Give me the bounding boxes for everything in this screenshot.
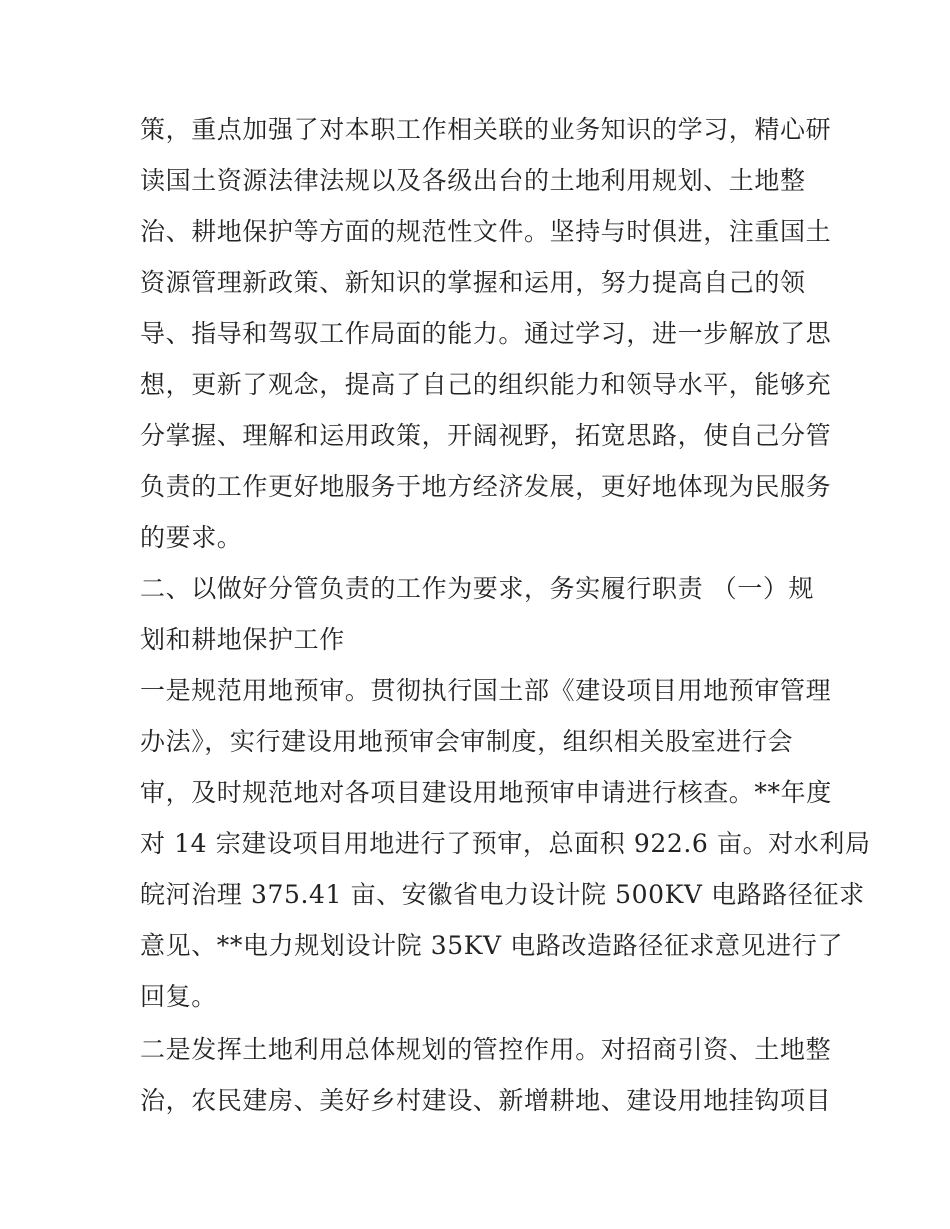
text-line: 策，重点加强了对本职工作相关联的业务知识的学习，精心研 bbox=[140, 115, 832, 144]
text-line: 分掌握、理解和运用政策，开阔视野，拓宽思路，使自己分管 bbox=[140, 421, 832, 450]
text-line: 导、指导和驾驭工作局面的能力。通过学习，进一步解放了思 bbox=[140, 319, 832, 348]
text-line: 读国土资源法律法规以及各级出台的土地利用规划、土地整 bbox=[140, 166, 806, 195]
text-line: 的要求。 bbox=[140, 523, 243, 552]
text-line: 二是发挥土地利用总体规划的管控作用。对招商引资、土地整 bbox=[140, 1035, 832, 1064]
text-line: 治、耕地保护等方面的规范性文件。坚持与时俱进，注重国土 bbox=[140, 217, 832, 246]
document-body bbox=[140, 104, 871, 1126]
text-line: 对 14 宗建设项目用地进行了预审，总面积 922.6 亩。对水利局 bbox=[140, 829, 871, 858]
text-line: 想，更新了观念，提高了自己的组织能力和领导水平，能够充 bbox=[140, 370, 832, 399]
text-line: 皖河治理 375.41 亩、安徽省电力设计院 500KV 电路路径征求 bbox=[140, 880, 865, 909]
text-line: 负责的工作更好地服务于地方经济发展，更好地体现为民服务 bbox=[140, 472, 832, 501]
paragraph-study bbox=[140, 104, 832, 563]
text-line: 资源管理新政策、新知识的掌握和运用，努力提高自己的领 bbox=[140, 268, 806, 297]
text-line: 审，及时规范地对各项目建设用地预审申请进行核查。**年度 bbox=[140, 778, 832, 807]
text-line: 办法》，实行建设用地预审会审制度，组织相关股室进行会 bbox=[140, 727, 794, 756]
heading-line: 二、以做好分管负责的工作为要求，务实履行职责 （一）规 bbox=[140, 574, 815, 603]
section-heading-duties bbox=[140, 563, 820, 665]
text-line: 意见、**电力规划设计院 35KV 电路改造路径征求意见进行了 bbox=[140, 931, 844, 960]
text-line: 一是规范用地预审。贯彻执行国土部《建设项目用地预审管理 bbox=[140, 676, 832, 705]
paragraph-land-use-pre-review bbox=[140, 665, 871, 1022]
paragraph-planning-control bbox=[140, 1024, 832, 1126]
heading-line: 划和耕地保护工作 bbox=[140, 625, 345, 654]
text-line: 治，农民建房、美好乡村建设、新增耕地、建设用地挂钩项目 bbox=[140, 1086, 832, 1115]
text-line: 回复。 bbox=[140, 982, 217, 1011]
